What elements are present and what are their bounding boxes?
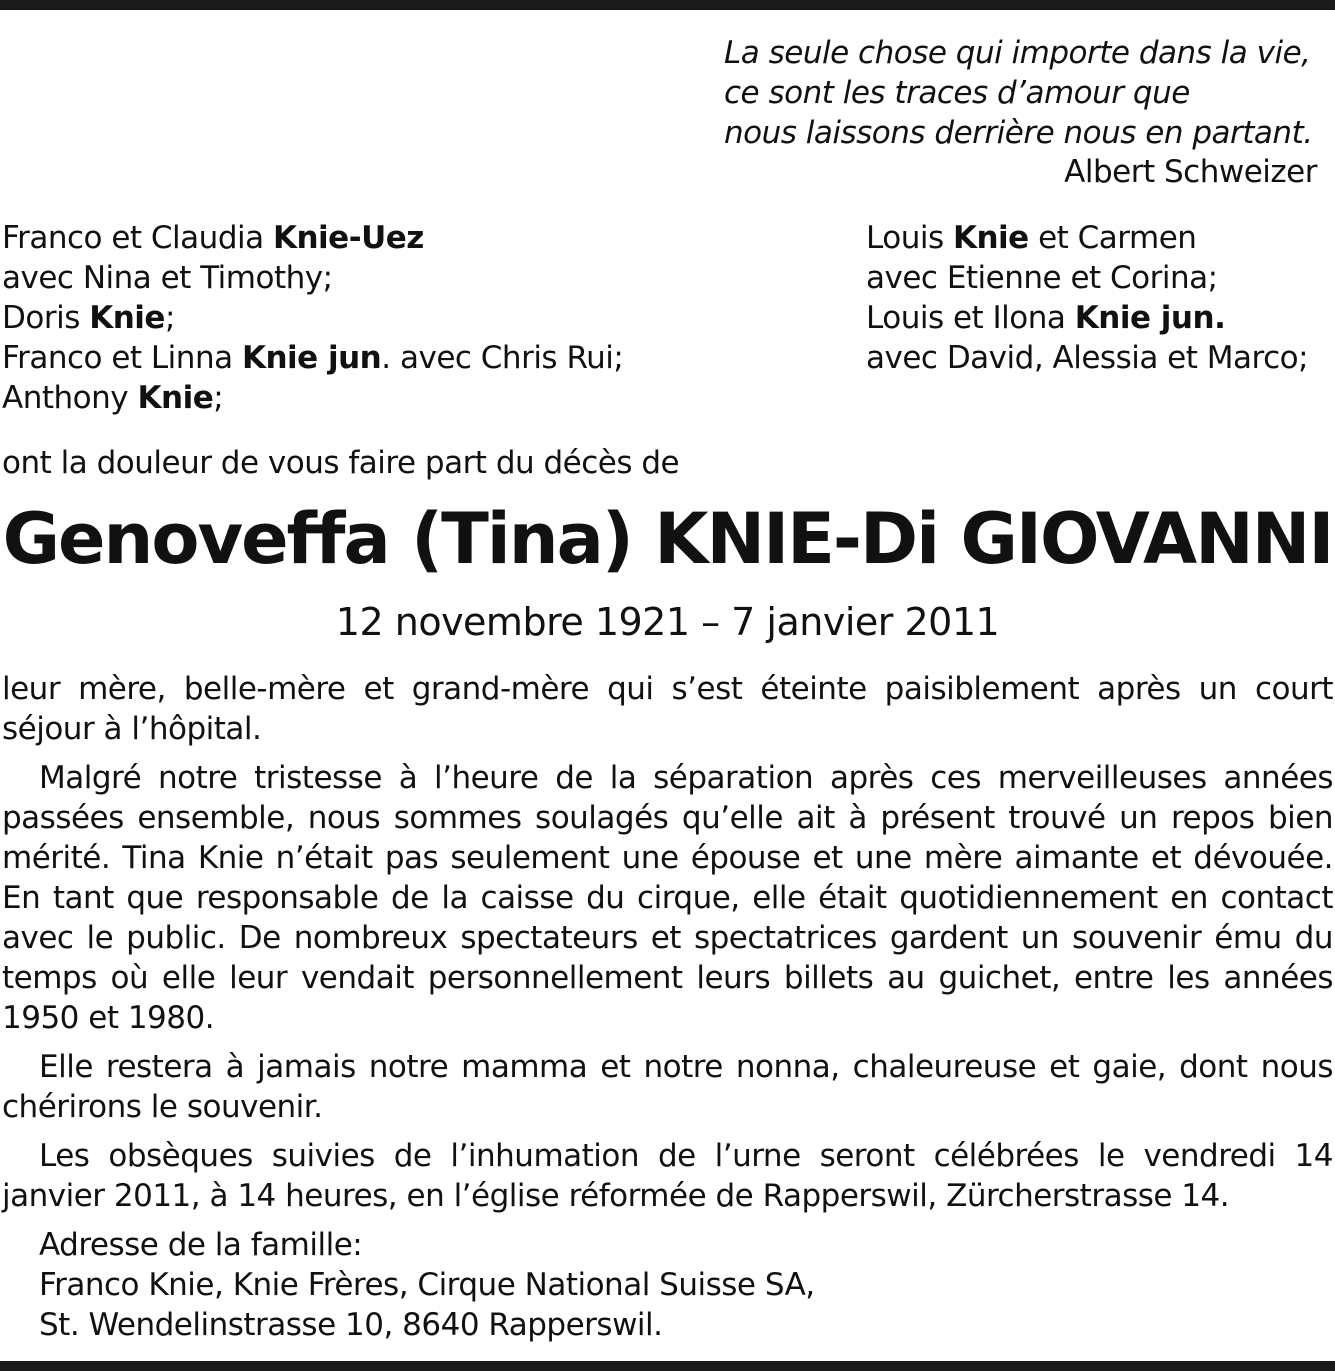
family-text: et Carmen xyxy=(1028,220,1197,256)
family-surname: Knie xyxy=(89,300,165,336)
family-text: ; xyxy=(164,300,175,336)
life-dates: 12 novembre 1921 – 7 janvier 2011 xyxy=(335,600,1000,644)
body-paragraph: Malgré notre tristesse à l’heure de la séparation après ces merveilleuses années passées ensemble, nous sommes soulagés qu’elle ait à présent trouvé un repos bien mérité. Tina Knie n’était pas seulement une épouse et une mère aimante et dévouée. En tant que responsable de la caisse du cirque, elle était quotidiennement en contact avec le public. De nombreux spectateurs et spectatrices gardent un souvenir ému du temps où elle leur vendait personnellement leurs billets au guichet, entre les années 1950 et 1980. xyxy=(2,760,1333,1036)
family-line: avec Etienne et Corina; xyxy=(866,260,1218,296)
quote-line: nous laissons derrière nous en partant. xyxy=(724,115,1313,151)
family-text: . avec Chris Rui; xyxy=(381,340,624,376)
family-surname: Knie xyxy=(137,380,214,416)
family-surname: Knie jun xyxy=(241,340,382,376)
family-line xyxy=(866,298,1326,338)
body-paragraph: Elle restera à jamais notre mamma et notre nonna, chaleureuse et gaie, dont nous chérirons le souvenir. xyxy=(2,1049,1333,1125)
body-paragraph: leur mère, belle-mère et grand-mère qui s’est éteinte paisiblement après un court séjour à l’hôpital. xyxy=(2,671,1333,747)
announcement-intro: ont la douleur de vous faire part du décès de xyxy=(2,445,680,481)
family-list-left xyxy=(2,218,822,418)
family-line xyxy=(866,218,1326,258)
family-line xyxy=(2,218,822,258)
obituary-body xyxy=(2,669,1333,1345)
family-text: Doris xyxy=(2,300,90,336)
quote-line: La seule chose qui importe dans la vie, xyxy=(724,35,1311,71)
quote-author: Albert Schweizer xyxy=(1064,154,1317,190)
family-text: Anthony xyxy=(2,380,138,416)
family-line: avec Nina et Timothy; xyxy=(2,260,333,296)
family-text: Franco et Claudia xyxy=(2,220,273,256)
bottom-border-rule xyxy=(0,1361,1335,1371)
deceased-name: Genoveffa (Tina) KNIE-Di GIOVANNI xyxy=(2,498,1333,580)
body-paragraph: Les obsèques suivies de l’inhumation de l’urne seront célébrées le vendredi 14 janvier 2011, à 14 heures, en l’église réformée de Rapperswil, Zürcherstrasse 14. xyxy=(2,1138,1333,1214)
family-text: Louis et Ilona xyxy=(866,300,1075,336)
family-surname: Knie jun. xyxy=(1074,300,1226,336)
address-label: Adresse de la famille: xyxy=(39,1227,363,1263)
epigraph-quote xyxy=(724,33,1324,153)
family-address xyxy=(2,1225,1333,1345)
family-line xyxy=(2,378,822,418)
family-line: avec David, Alessia et Marco; xyxy=(866,340,1309,376)
top-border-rule xyxy=(0,0,1335,10)
family-surname: Knie xyxy=(952,220,1029,256)
family-surname: Knie-Uez xyxy=(272,220,424,256)
family-text: ; xyxy=(213,380,224,416)
family-text: Franco et Linna xyxy=(2,340,242,376)
family-line xyxy=(2,298,822,338)
family-list-right xyxy=(866,218,1326,378)
family-text: Louis xyxy=(866,220,953,256)
address-line: St. Wendelinstrasse 10, 8640 Rapperswil. xyxy=(39,1307,663,1343)
quote-line: ce sont les traces d’amour que xyxy=(724,75,1190,111)
family-line xyxy=(2,338,822,378)
address-line: Franco Knie, Knie Frères, Cirque National Suisse SA, xyxy=(39,1267,815,1303)
